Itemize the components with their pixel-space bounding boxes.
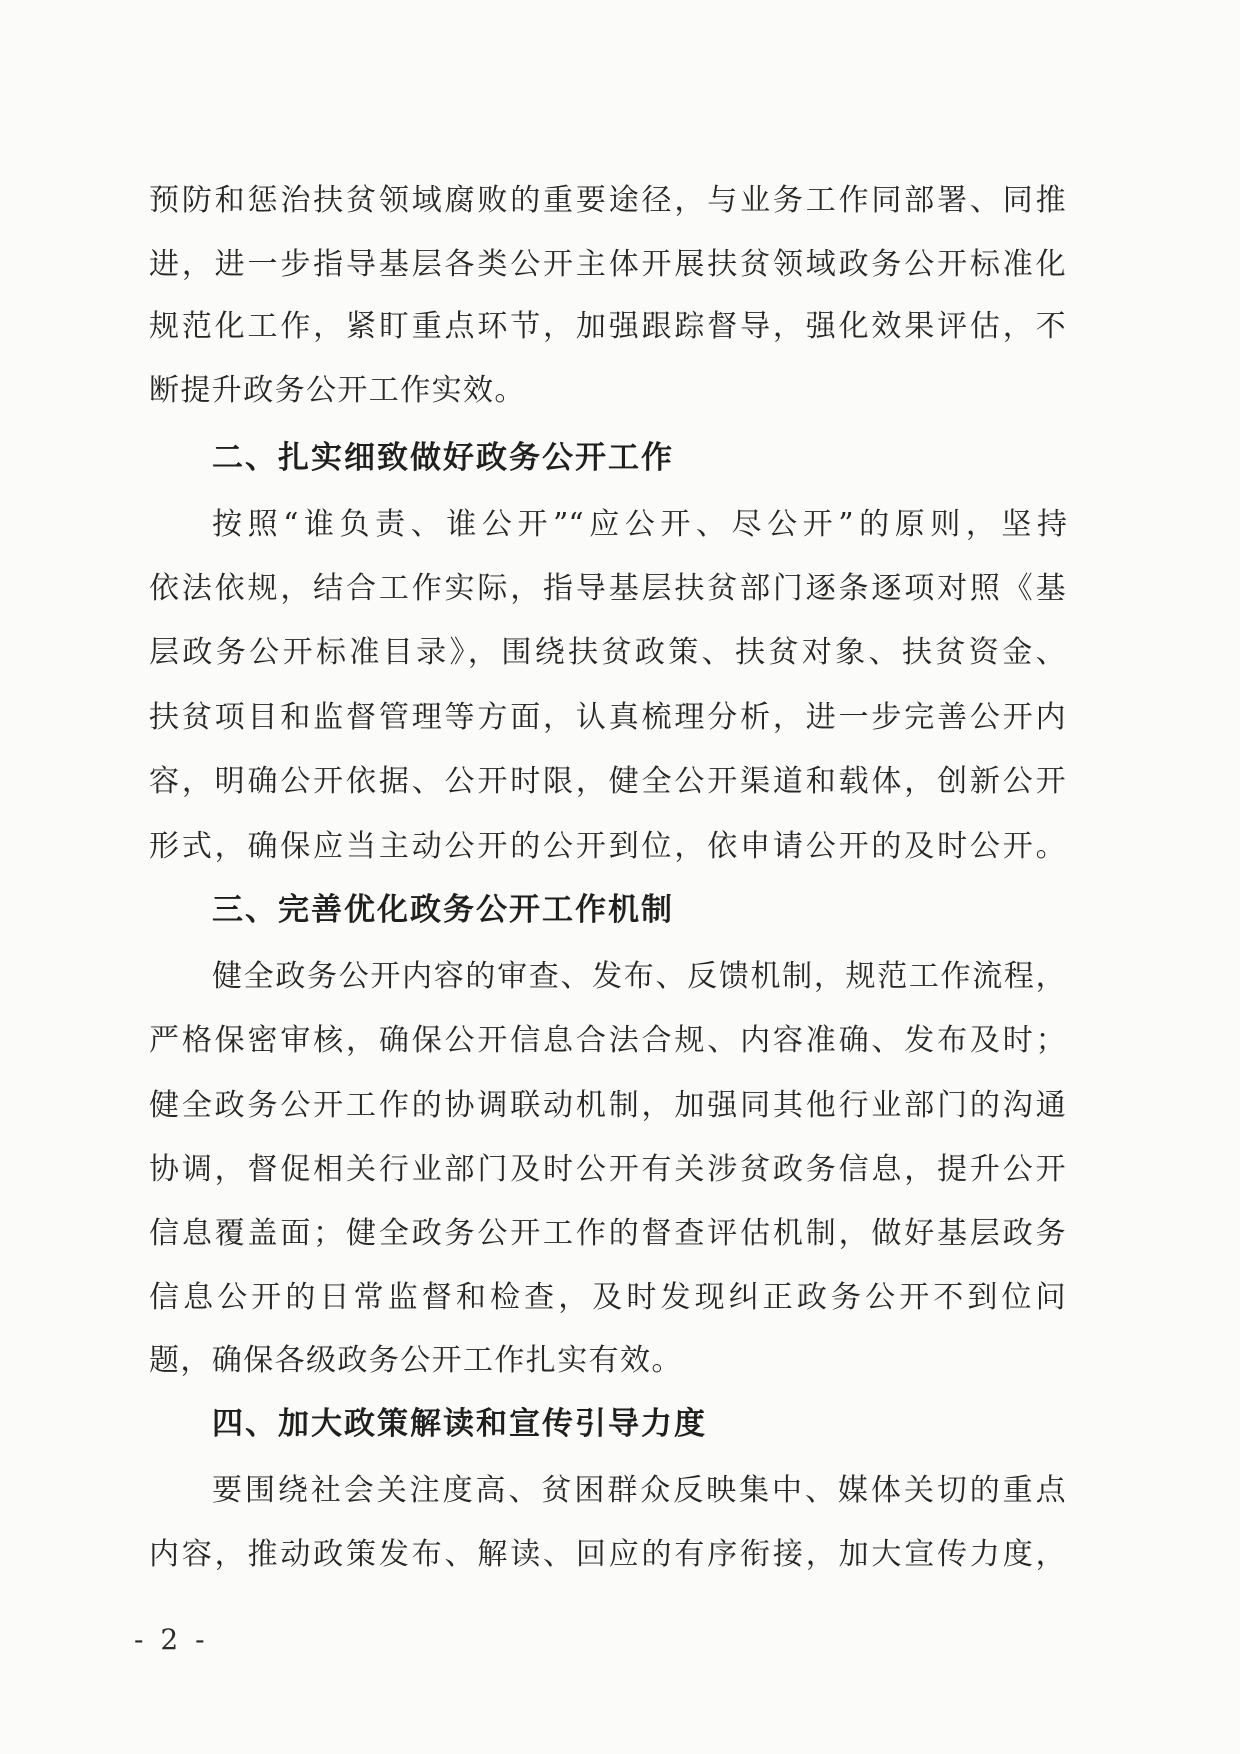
paragraph-line: 要围绕社会关注度高、贫困群众反映集中、媒体关切的重点 bbox=[212, 1473, 1067, 1508]
paragraph-line: 信息公开的日常监督和检查，及时发现纠正政务公开不到位问 bbox=[149, 1280, 1067, 1315]
paragraph-line: 扶贫项目和监督管理等方面，认真梳理分析，进一步完善公开内 bbox=[149, 700, 1067, 735]
paragraph-line: 容，明确公开依据、公开时限，健全公开渠道和载体，创新公开 bbox=[149, 764, 1067, 799]
section-heading-3: 三、完善优化政务公开工作机制 bbox=[212, 892, 674, 928]
paragraph-line: 健全政务公开工作的协调联动机制，加强同其他行业部门的沟通 bbox=[149, 1088, 1067, 1123]
paragraph-line: 形式，确保应当主动公开的公开到位，依申请公开的及时公开。 bbox=[149, 829, 1067, 864]
paragraph-line: 进，进一步指导基层各类公开主体开展扶贫领域政务公开标准化 bbox=[149, 247, 1067, 282]
paragraph-line: 协调，督促相关行业部门及时公开有关涉贫政务信息，提升公开 bbox=[149, 1152, 1067, 1187]
paragraph-line: 规范化工作，紧盯重点环节，加强跟踪督导，强化效果评估，不 bbox=[149, 309, 1067, 344]
section-heading-2: 二、扎实细致做好政务公开工作 bbox=[212, 440, 674, 476]
paragraph-line: 按照“谁负责、谁公开”“应公开、尽公开”的原则，坚持 bbox=[212, 507, 1067, 542]
paragraph-line: 预防和惩治扶贫领域腐败的重要途径，与业务工作同部署、同推 bbox=[149, 183, 1067, 218]
paragraph-line: 题，确保各级政务公开工作扎实有效。 bbox=[149, 1343, 683, 1378]
page-number: - 2 - bbox=[134, 1623, 209, 1656]
paragraph-line: 断提升政务公开工作实效。 bbox=[149, 373, 526, 408]
paragraph-line: 内容，推动政策发布、解读、回应的有序衔接，加大宣传力度， bbox=[149, 1537, 1067, 1572]
paragraph-line: 健全政务公开内容的审查、发布、反馈机制，规范工作流程， bbox=[212, 959, 1067, 994]
paragraph-line: 严格保密审核，确保公开信息合法合规、内容准确、发布及时； bbox=[149, 1023, 1067, 1058]
paragraph-line: 层政务公开标准目录》，围绕扶贫政策、扶贫对象、扶贫资金、 bbox=[149, 635, 1067, 670]
section-heading-4: 四、加大政策解读和宣传引导力度 bbox=[212, 1406, 707, 1442]
paragraph-line: 信息覆盖面；健全政务公开工作的督查评估机制，做好基层政务 bbox=[149, 1216, 1067, 1251]
paragraph-line: 依法依规，结合工作实际，指导基层扶贫部门逐条逐项对照《基 bbox=[149, 571, 1067, 606]
